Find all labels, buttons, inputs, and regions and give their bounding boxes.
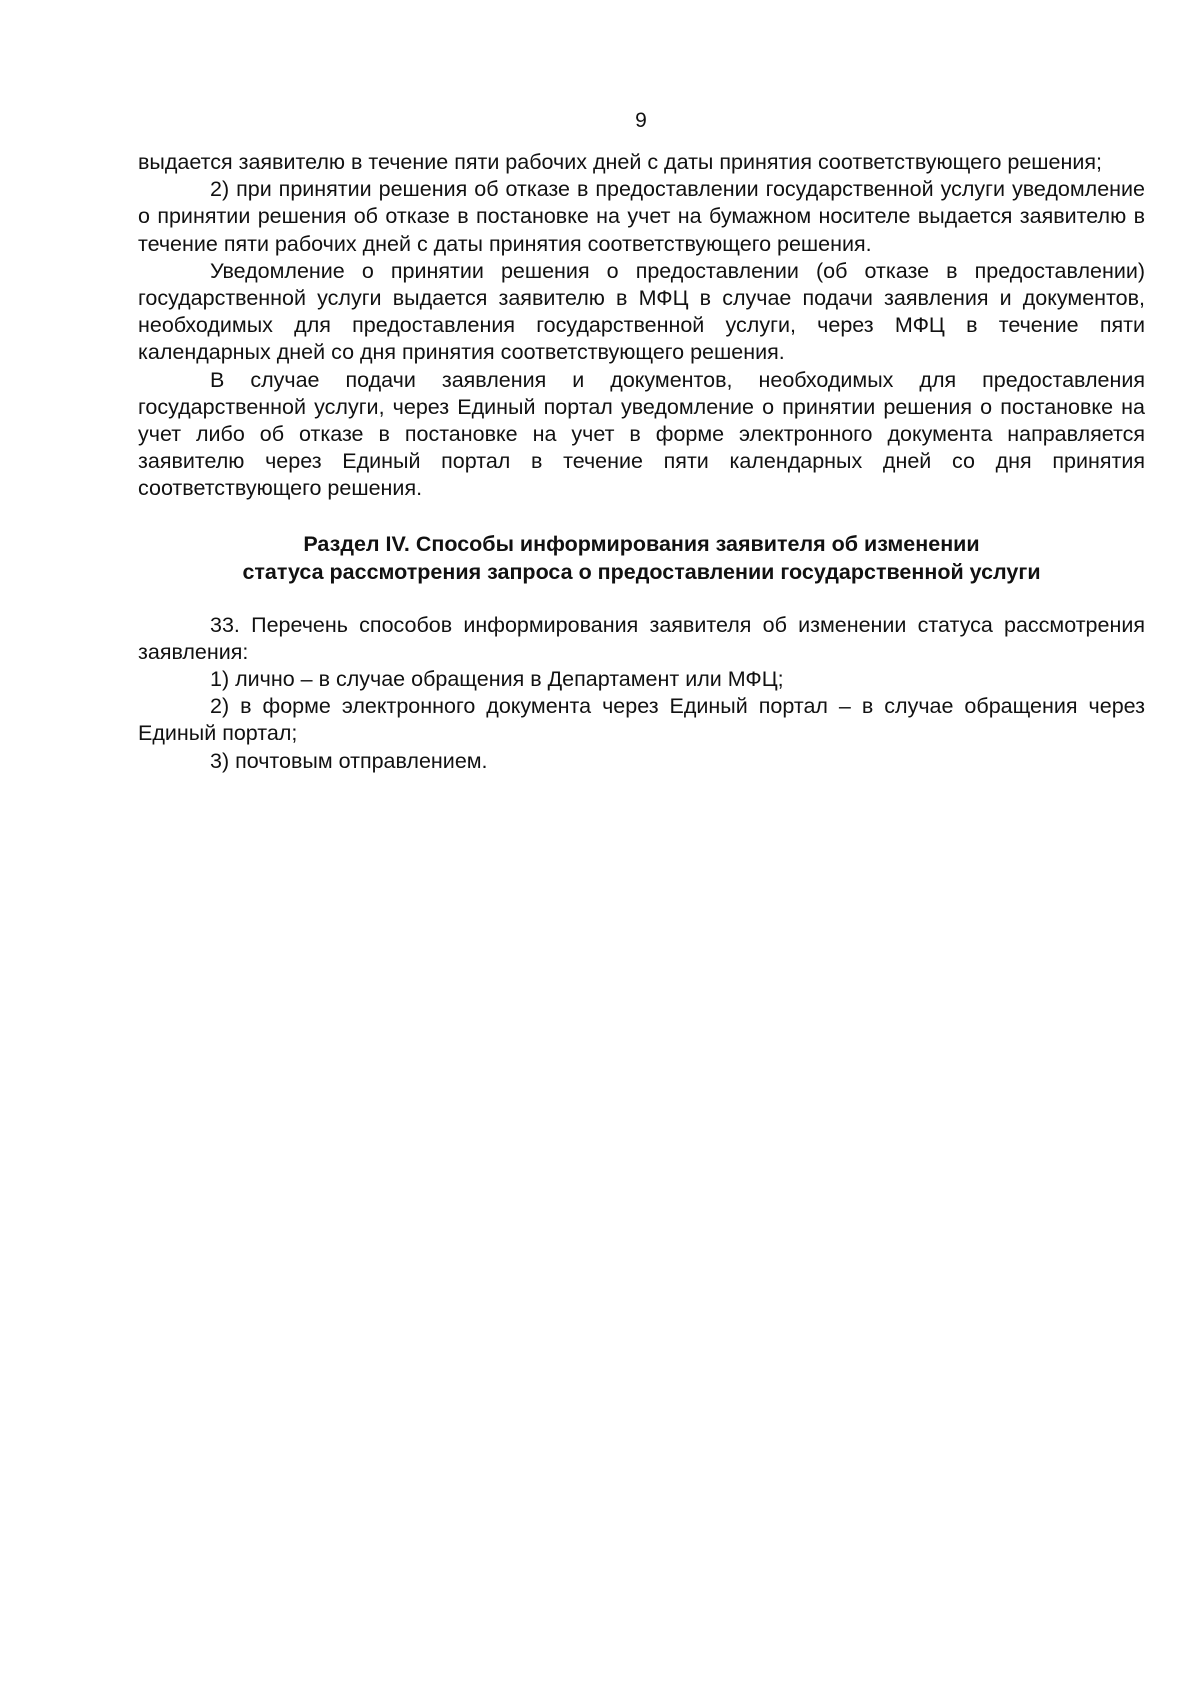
section-heading bbox=[138, 530, 1145, 586]
document-body bbox=[138, 149, 1145, 775]
section-heading-line-2: статуса рассмотрения запроса о предоставлении государственной услуги bbox=[242, 559, 1041, 584]
paragraph-item-33: 33. Перечень способов информирования заявителя об изменении статуса рассмотрения заявления: bbox=[138, 612, 1145, 664]
list-item-postal: 3) почтовым отправлением. bbox=[210, 748, 488, 773]
list-item-electronic: 2) в форме электронного документа через Единый портал – в случае обращения через Единый портал; bbox=[138, 694, 1145, 746]
paragraph-mfc-notice: Уведомление о принятии решения о предоставлении (об отказе в предоставлении) государственной услуги выдается заявителю в МФЦ в случае подачи заявления и документов, необходимых для предоставления государственной услуги, через МФЦ в течение пяти календарных дней со дня принятия соответствующего решения. bbox=[138, 258, 1145, 365]
section-heading-line-1: Раздел IV. Способы информирования заявителя об изменении bbox=[303, 531, 980, 556]
paragraph-portal-notice: В случае подачи заявления и документов, необходимых для предоставления государственной услуги, через Единый портал уведомление о принятии решения о постановке на учет либо об отказе в постановке на учет в форме электронного документа направляется заявителю через Единый портал в течение пяти календарных дней со дня принятия соответствующего решения. bbox=[138, 367, 1145, 501]
paragraph-refusal-notice: 2) при принятии решения об отказе в предоставлении государственной услуги уведомление о принятии решения об отказе в постановке на учет на бумажном носителе выдается заявителю в течение пяти рабочих дней с даты принятия соответствующего решения. bbox=[138, 177, 1145, 256]
list-item-in-person: 1) лично – в случае обращения в Департамент или МФЦ; bbox=[210, 667, 784, 692]
paragraph-continuation: выдается заявителю в течение пяти рабочих дней с даты принятия соответствующего решения; bbox=[138, 150, 1102, 174]
page-number: 9 bbox=[635, 109, 647, 132]
